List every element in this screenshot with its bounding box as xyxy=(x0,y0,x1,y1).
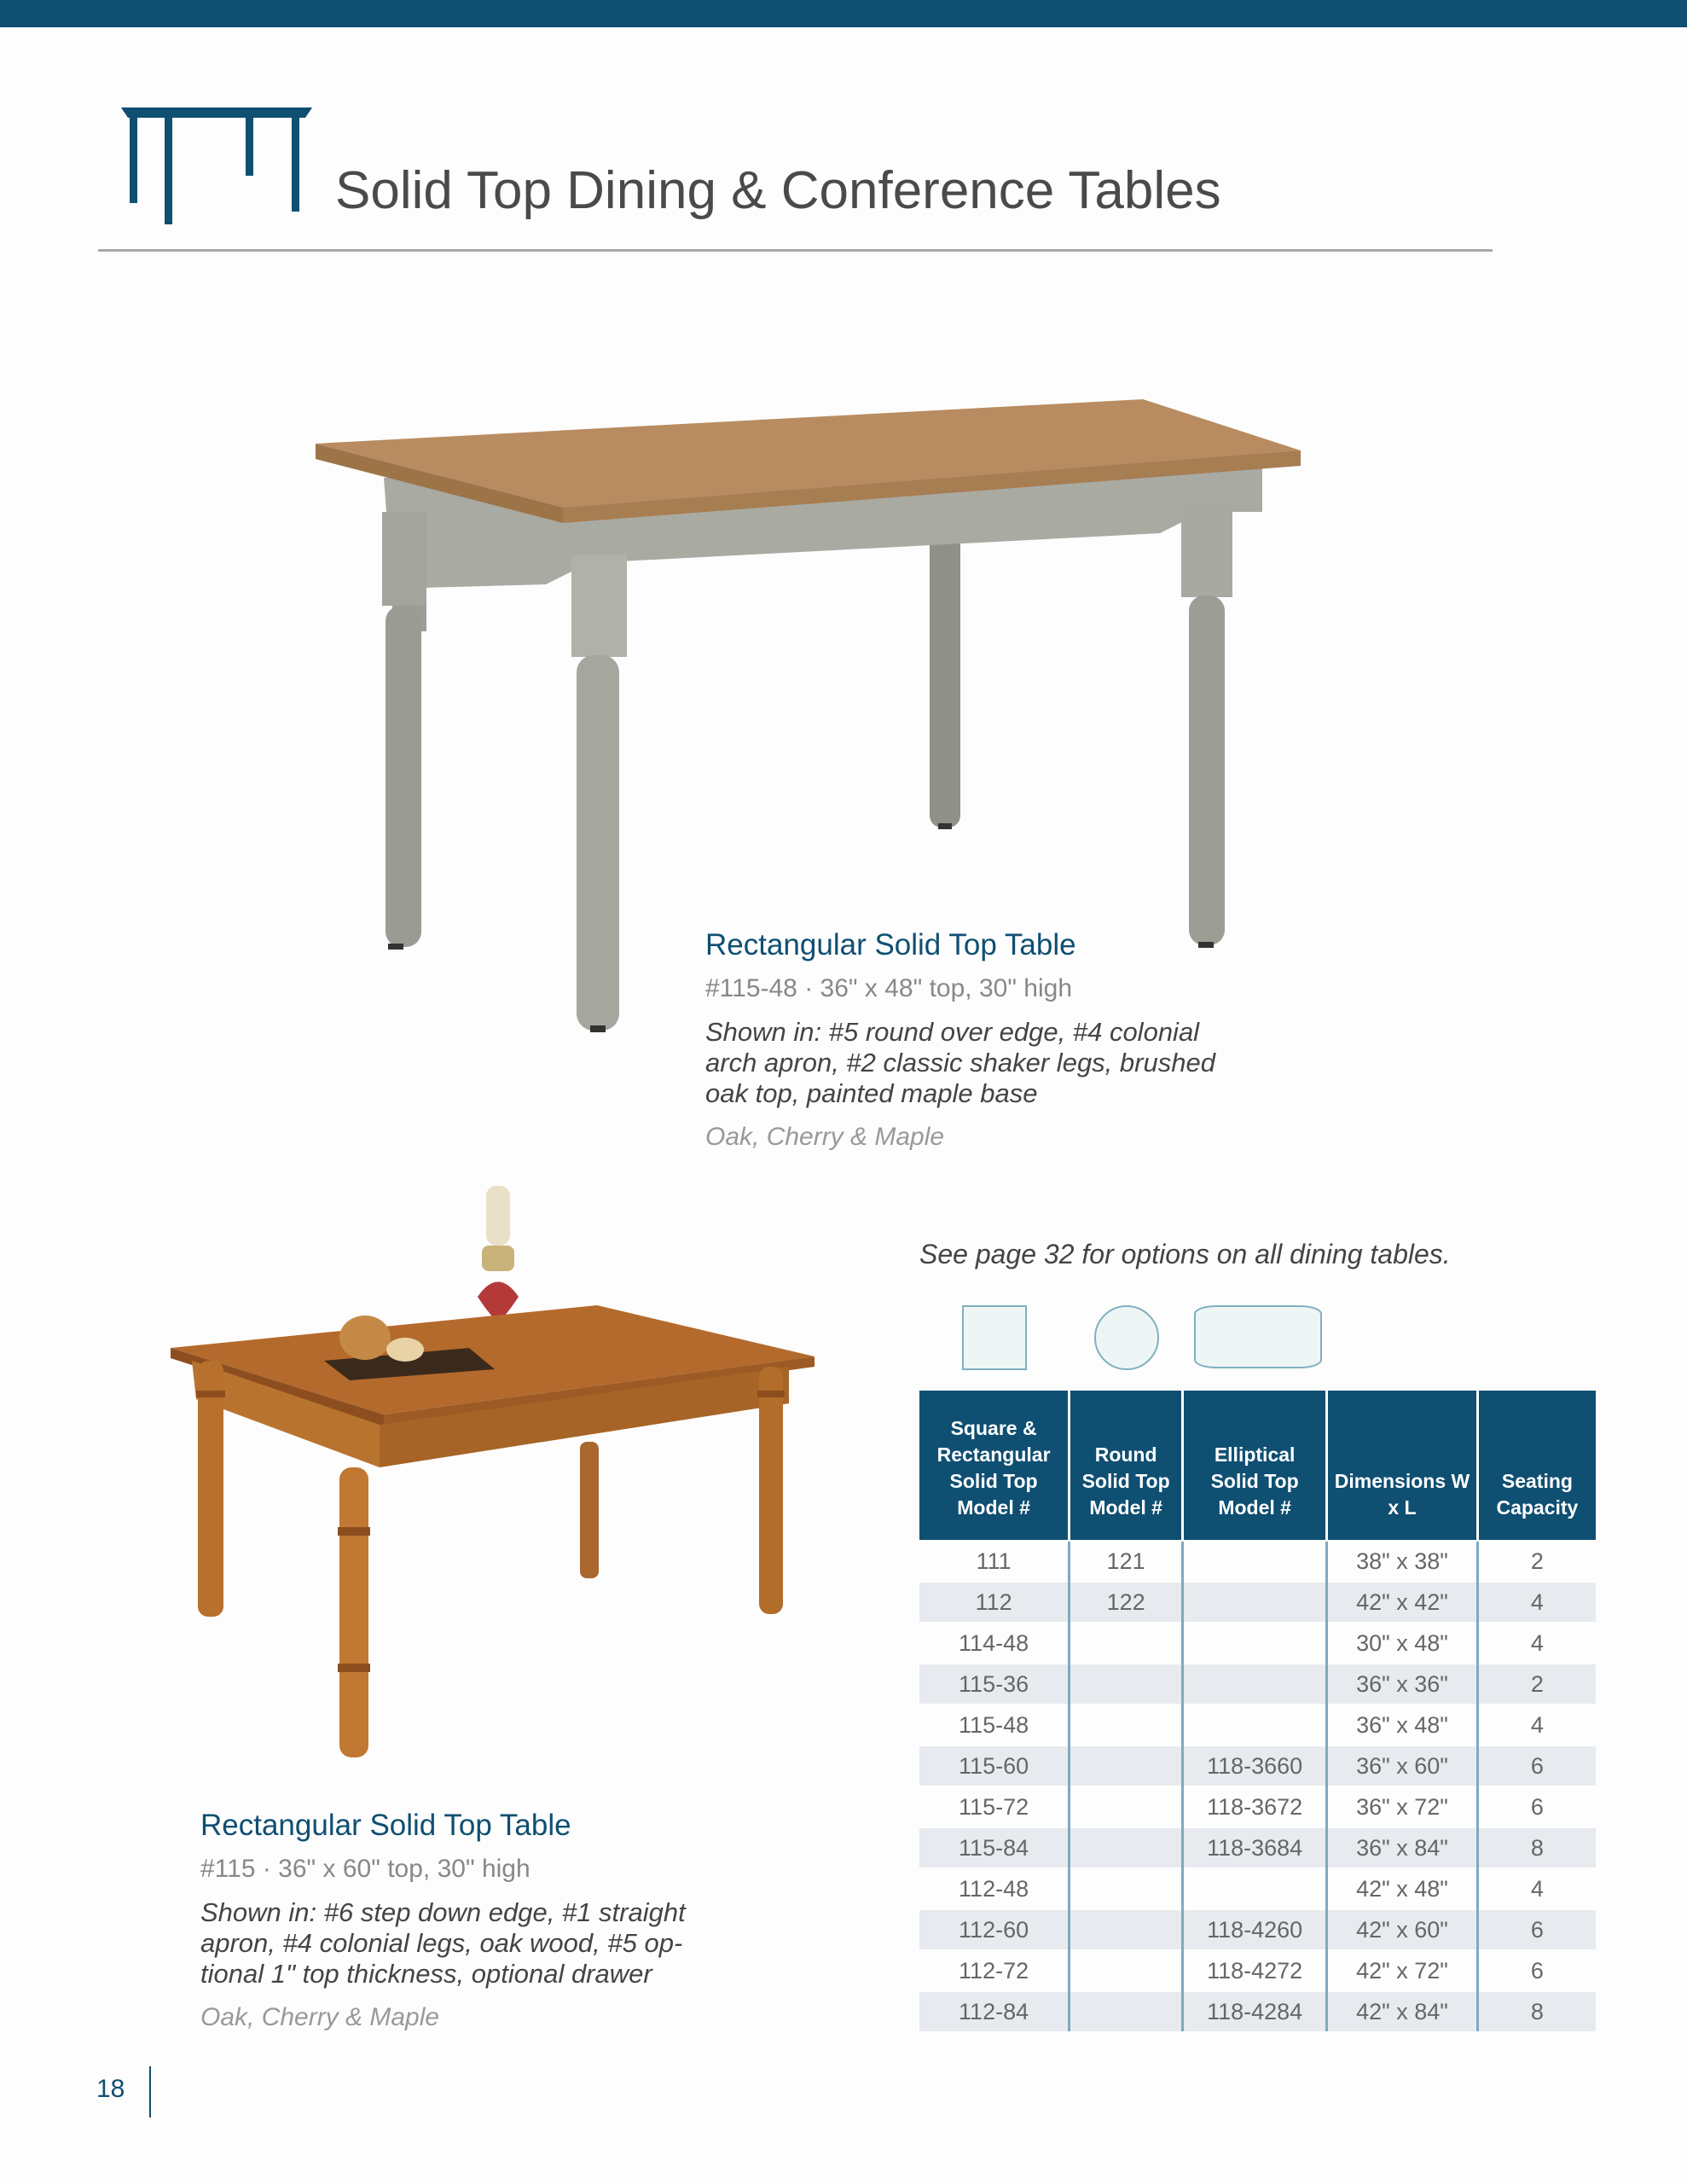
table-row xyxy=(919,1786,1596,1827)
table-cell: 38" x 38" xyxy=(1327,1541,1478,1582)
table-cell: 118-3684 xyxy=(1183,1827,1327,1868)
table-cell: 30" x 48" xyxy=(1327,1623,1478,1664)
table-cell: 112-48 xyxy=(919,1868,1070,1909)
table-cell xyxy=(1183,1868,1327,1909)
table-cell: 36" x 48" xyxy=(1327,1705,1478,1745)
table-cell: 115-60 xyxy=(919,1745,1070,1786)
table-cell: 2 xyxy=(1477,1541,1596,1582)
table-row xyxy=(919,1745,1596,1786)
table-row xyxy=(919,1950,1596,1991)
table-cell xyxy=(1183,1705,1327,1745)
table-cell: 4 xyxy=(1477,1623,1596,1664)
table-cell: 112-60 xyxy=(919,1909,1070,1950)
table-row xyxy=(919,1541,1596,1582)
table-cell xyxy=(1070,1705,1183,1745)
table-cell xyxy=(1070,1623,1183,1664)
table-cell: 42" x 84" xyxy=(1327,1991,1478,2031)
table-cell xyxy=(1070,1991,1183,2031)
column-header-round: Round Solid Top Model # xyxy=(1070,1391,1183,1541)
top-bar xyxy=(0,0,1687,27)
table-cell xyxy=(1070,1950,1183,1991)
table-cell: 42" x 42" xyxy=(1327,1582,1478,1623)
model-table xyxy=(919,1391,1596,2031)
table-cell xyxy=(1183,1582,1327,1623)
table-cell: 36" x 84" xyxy=(1327,1827,1478,1868)
table-row xyxy=(919,1909,1596,1950)
product-woods: Oak, Cherry & Maple xyxy=(200,2003,440,2031)
table-row xyxy=(919,1705,1596,1745)
table-row xyxy=(919,1827,1596,1868)
table-cell: 36" x 36" xyxy=(1327,1664,1478,1705)
table-cell xyxy=(1183,1664,1327,1705)
table-cell: 36" x 72" xyxy=(1327,1786,1478,1827)
options-note: See page 32 for options on all dining tables. xyxy=(919,1239,1451,1269)
table-cell: 6 xyxy=(1477,1786,1596,1827)
table-cell: 4 xyxy=(1477,1582,1596,1623)
column-header-dimensions: Dimensions W x L xyxy=(1327,1391,1478,1541)
table-cell: 122 xyxy=(1070,1582,1183,1623)
table-cell: 121 xyxy=(1070,1541,1183,1582)
table-cell: 2 xyxy=(1477,1664,1596,1705)
table-row xyxy=(919,1991,1596,2031)
table-cell: 6 xyxy=(1477,1909,1596,1950)
table-cell: 4 xyxy=(1477,1868,1596,1909)
product-shown-in: Shown in: #5 round over edge, #4 colonial arch apron, #2 classic shaker legs, brushed oak top, painted maple base xyxy=(705,1017,1215,1108)
page-number-divider xyxy=(149,2066,151,2117)
table-row xyxy=(919,1664,1596,1705)
table-cell xyxy=(1070,1827,1183,1868)
product-title: Rectangular Solid Top Table xyxy=(705,928,1076,961)
table-row xyxy=(919,1623,1596,1664)
product-spec: #115 · 36" x 60" top, 30" high xyxy=(200,1855,530,1883)
table-cell: 115-48 xyxy=(919,1705,1070,1745)
square-shape-icon xyxy=(962,1305,1027,1370)
table-cell: 42" x 60" xyxy=(1327,1909,1478,1950)
table-cell: 42" x 72" xyxy=(1327,1950,1478,1991)
column-header-elliptical: Elliptical Solid Top Model # xyxy=(1183,1391,1327,1541)
table-cell: 6 xyxy=(1477,1745,1596,1786)
page-title: Solid Top Dining & Conference Tables xyxy=(335,161,1221,220)
table-cell: 112 xyxy=(919,1582,1070,1623)
table-cell xyxy=(1070,1664,1183,1705)
page-number: 18 xyxy=(96,2075,125,2103)
table-cell: 42" x 48" xyxy=(1327,1868,1478,1909)
product-shown-in: Shown in: #6 step down edge, #1 straight apron, #4 colonial legs, oak wood, #5 optional 1" top thickness, optional drawer xyxy=(200,1897,686,1989)
column-header-square: Square & Rectangular Solid Top Model # xyxy=(919,1391,1070,1541)
product-spec: #115-48 · 36" x 48" top, 30" high xyxy=(705,974,1073,1002)
table-cell: 115-36 xyxy=(919,1664,1070,1705)
table-cell: 4 xyxy=(1477,1705,1596,1745)
table-cell xyxy=(1183,1541,1327,1582)
table-cell: 8 xyxy=(1477,1991,1596,2031)
table-cell xyxy=(1070,1786,1183,1827)
product-caption-2 xyxy=(200,1809,729,2032)
table-cell: 112-72 xyxy=(919,1950,1070,1991)
table-cell: 111 xyxy=(919,1541,1070,1582)
elliptical-shape-icon xyxy=(1194,1305,1322,1368)
table-cell: 36" x 60" xyxy=(1327,1745,1478,1786)
product-photo-oak-table xyxy=(162,1186,827,1766)
table-cell xyxy=(1070,1868,1183,1909)
title-divider xyxy=(98,249,1493,252)
table-header-row xyxy=(919,1391,1596,1541)
table-cell: 112-84 xyxy=(919,1991,1070,2031)
table-cell: 118-4272 xyxy=(1183,1950,1327,1991)
table-cell: 6 xyxy=(1477,1950,1596,1991)
table-cell: 8 xyxy=(1477,1827,1596,1868)
table-cell: 118-4284 xyxy=(1183,1991,1327,2031)
column-header-seating: Seating Capacity xyxy=(1477,1391,1596,1541)
table-cell xyxy=(1070,1909,1183,1950)
product-title: Rectangular Solid Top Table xyxy=(200,1809,571,1842)
table-cell xyxy=(1183,1623,1327,1664)
table-icon xyxy=(119,101,316,224)
table-row xyxy=(919,1868,1596,1909)
table-cell: 118-3660 xyxy=(1183,1745,1327,1786)
table-cell: 114-48 xyxy=(919,1623,1070,1664)
table-cell: 115-84 xyxy=(919,1827,1070,1868)
table-cell xyxy=(1070,1745,1183,1786)
table-cell: 118-3672 xyxy=(1183,1786,1327,1827)
table-cell: 115-72 xyxy=(919,1786,1070,1827)
product-woods: Oak, Cherry & Maple xyxy=(705,1123,945,1151)
table-cell: 118-4260 xyxy=(1183,1909,1327,1950)
round-shape-icon xyxy=(1094,1305,1159,1370)
product-caption-1 xyxy=(705,928,1234,1152)
table-row xyxy=(919,1582,1596,1623)
